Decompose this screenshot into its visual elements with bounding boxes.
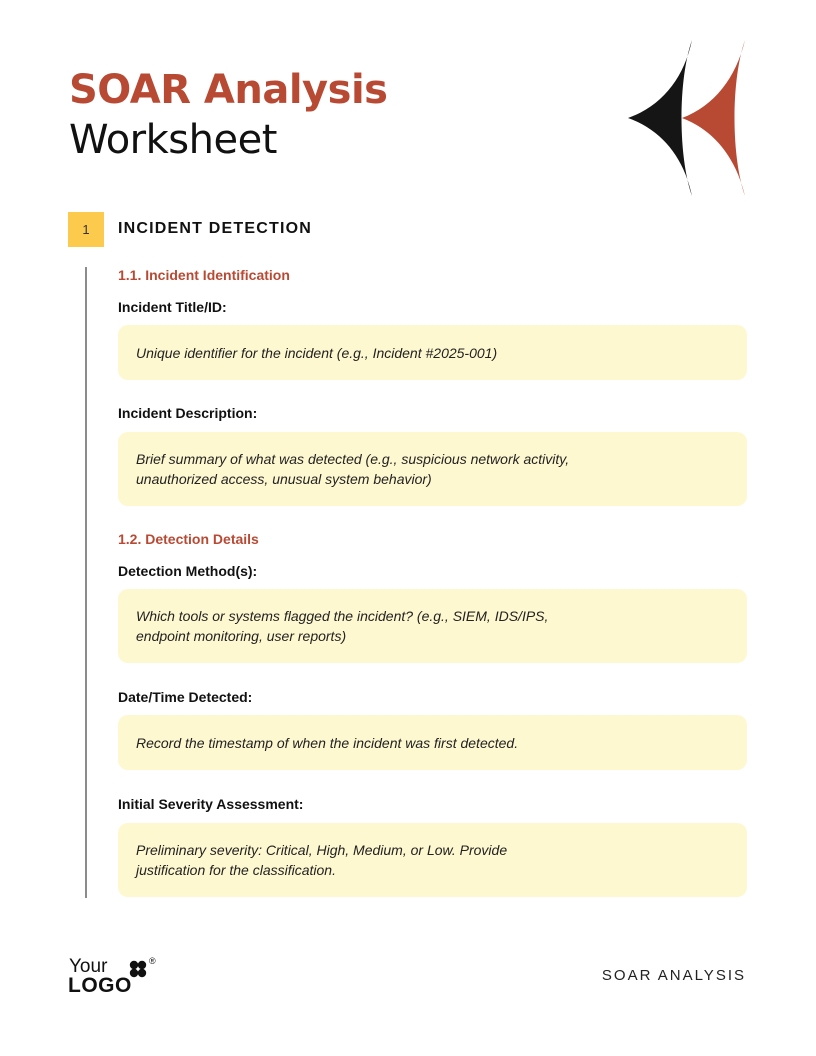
field-hint-date-time-detected: Record the timestamp of when the incident was first detected. — [136, 734, 519, 751]
footer-label: SOAR ANALYSIS — [601, 967, 746, 984]
section-number: 1 — [82, 222, 90, 237]
detection-method-field[interactable] — [118, 589, 747, 663]
company-logo — [68, 957, 164, 997]
field-hint-incident-description: Brief summary of what was detected (e.g., suspicious network activity, unauthorized access, unusual system behavior) — [136, 451, 570, 487]
field-label-incident-description: Incident Description: — [118, 405, 258, 421]
section-title: INCIDENT DETECTION — [118, 220, 313, 237]
date-time-detected-field[interactable] — [118, 715, 747, 770]
field-label-incident-title: Incident Title/ID: — [118, 299, 227, 315]
subsection-heading-incident-identification: 1.1. Incident Identification — [118, 267, 290, 283]
section-number-badge — [68, 212, 104, 247]
incident-title-field[interactable] — [118, 325, 747, 380]
field-hint-incident-title: Unique identifier for the incident (e.g., Incident #2025-001) — [136, 344, 498, 361]
logo-text-logo: LOGO — [68, 974, 132, 997]
title-main: Worksheet — [69, 117, 277, 163]
title-accent: SOAR Analysis — [69, 67, 388, 113]
subsection-heading-detection-details: 1.2. Detection Details — [118, 531, 259, 547]
initial-severity-field[interactable] — [118, 823, 747, 897]
field-label-initial-severity: Initial Severity Assessment: — [118, 796, 304, 812]
field-label-date-time-detected: Date/Time Detected: — [118, 689, 253, 705]
field-label-detection-method: Detection Method(s): — [118, 563, 258, 579]
double-chevron-left-graphic — [626, 38, 750, 198]
field-hint-initial-severity: Preliminary severity: Critical, High, Medium, or Low. Provide justification for the classification. — [136, 842, 508, 878]
registered-mark: ® — [149, 956, 156, 966]
field-hint-detection-method: Which tools or systems flagged the incident? (e.g., SIEM, IDS/IPS, endpoint monitoring, user reports) — [136, 608, 549, 644]
logo-text-your: Your — [69, 956, 108, 977]
incident-description-field[interactable] — [118, 432, 747, 506]
section-divider-line — [85, 267, 87, 898]
